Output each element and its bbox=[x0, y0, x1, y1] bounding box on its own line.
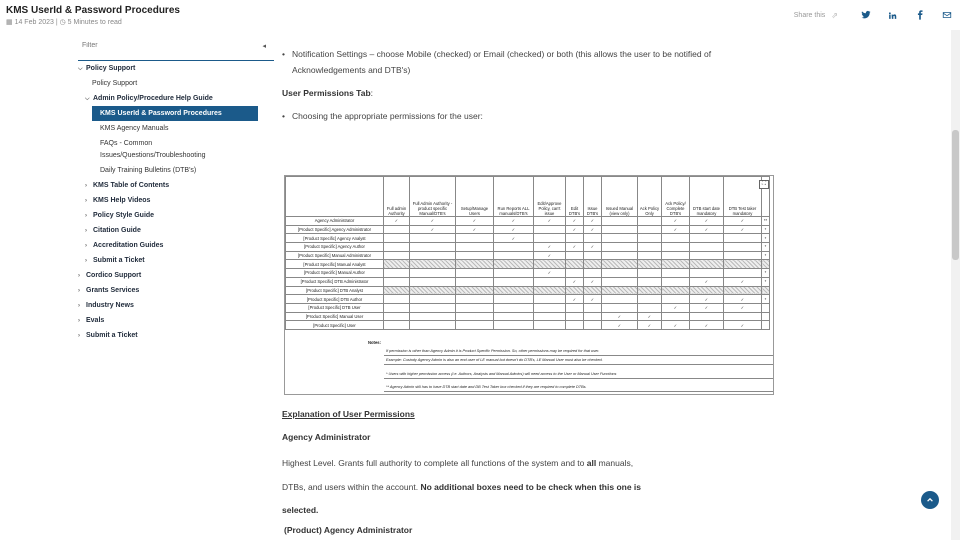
table-cell bbox=[724, 234, 762, 243]
agency-admin-description: Highest Level. Grants full authority to complete all functions of the system and to all manuals, DTBs, and users within the account. No additional boxes need to be check when this one is selected. bbox=[282, 458, 642, 515]
collapse-sidebar-icon[interactable]: ◂ bbox=[262, 43, 266, 50]
permissions-table bbox=[285, 176, 770, 330]
table-cell bbox=[384, 251, 410, 260]
table-cell bbox=[638, 277, 662, 286]
chevron-up-icon bbox=[926, 496, 934, 504]
check-mark-cell: ✓ bbox=[534, 251, 566, 260]
check-mark-cell: ✓ bbox=[584, 295, 602, 304]
table-row bbox=[286, 295, 770, 304]
table-cell bbox=[724, 243, 762, 252]
table-cell bbox=[494, 260, 534, 269]
chevron-down-icon: ⌵ bbox=[85, 96, 90, 102]
table-row-mark bbox=[762, 286, 770, 295]
table-cell bbox=[410, 321, 456, 330]
table-cell bbox=[584, 260, 602, 269]
check-mark-cell: ✓ bbox=[494, 225, 534, 234]
share-bar bbox=[794, 8, 960, 22]
table-row-label: [Product Specific] Manual Administrator bbox=[286, 251, 384, 260]
table-row bbox=[286, 234, 770, 243]
check-mark-cell: ✓ bbox=[662, 321, 690, 330]
check-mark-cell: ✓ bbox=[566, 243, 584, 252]
read-time: 5 Minutes to read bbox=[67, 19, 122, 26]
table-row bbox=[286, 312, 770, 321]
table-cell bbox=[602, 303, 638, 312]
table-cell bbox=[602, 295, 638, 304]
table-cell bbox=[584, 251, 602, 260]
table-row bbox=[286, 260, 770, 269]
table-cell bbox=[602, 217, 638, 226]
table-cell bbox=[456, 277, 494, 286]
check-mark-cell: ✓ bbox=[566, 217, 584, 226]
note-line-4: ** Agency Admin still has to have DTB start date and DB Test Taker box checked if they are required to complete DTBs. bbox=[384, 383, 773, 392]
notification-settings-bullet: • Notification Settings – choose Mobile (checked) or Email (checked) or both (this allows the user to be notified of Acknowledgements and DTB's) bbox=[292, 47, 792, 78]
chevron-right-icon: › bbox=[85, 228, 87, 234]
table-row-label: [Product Specific] Manual User bbox=[286, 312, 384, 321]
table-cell bbox=[584, 234, 602, 243]
table-cell bbox=[410, 286, 456, 295]
chevron-right-icon: › bbox=[85, 243, 87, 249]
table-row-mark bbox=[762, 312, 770, 321]
sidebar-item-help-videos[interactable]: › KMS Help Videos bbox=[85, 197, 151, 204]
table-cell bbox=[566, 269, 584, 278]
table-cell bbox=[662, 243, 690, 252]
table-cell bbox=[662, 277, 690, 286]
table-column-header: Issued Manual (view only) bbox=[602, 177, 638, 217]
check-mark-cell: ✓ bbox=[566, 225, 584, 234]
article-content bbox=[282, 30, 950, 540]
check-mark-cell: ✓ bbox=[384, 217, 410, 226]
sidebar-item-faqs-line2[interactable]: Issues/Questions/Troubleshooting bbox=[100, 152, 206, 159]
table-cell bbox=[384, 295, 410, 304]
table-row-label: [Product Specific] Manual Author bbox=[286, 269, 384, 278]
table-cell bbox=[602, 260, 638, 269]
sidebar bbox=[0, 30, 276, 540]
table-row-mark bbox=[762, 303, 770, 312]
table-cell bbox=[638, 295, 662, 304]
table-cell bbox=[494, 277, 534, 286]
check-mark-cell: ✓ bbox=[566, 295, 584, 304]
table-cell bbox=[410, 295, 456, 304]
table-cell bbox=[690, 260, 724, 269]
permissions-table-image bbox=[284, 175, 774, 395]
check-mark-cell: ✓ bbox=[602, 321, 638, 330]
table-cell bbox=[602, 277, 638, 286]
email-icon[interactable] bbox=[933, 8, 960, 22]
table-cell bbox=[638, 260, 662, 269]
linkedin-icon[interactable] bbox=[879, 8, 906, 22]
table-cell bbox=[534, 286, 566, 295]
table-cell bbox=[410, 312, 456, 321]
check-mark-cell: ✓ bbox=[494, 217, 534, 226]
check-mark-cell: ✓ bbox=[534, 217, 566, 226]
table-cell bbox=[384, 243, 410, 252]
table-cell bbox=[602, 286, 638, 295]
permissions-bullet: • Choosing the appropriate permissions for the user: bbox=[292, 109, 792, 125]
table-row bbox=[286, 277, 770, 286]
table-cell bbox=[534, 225, 566, 234]
table-cell bbox=[494, 251, 534, 260]
table-cell bbox=[384, 260, 410, 269]
scrollbar-thumb[interactable] bbox=[952, 130, 959, 260]
sidebar-item-cordico-support[interactable]: › Cordico Support bbox=[78, 272, 142, 279]
table-cell bbox=[384, 286, 410, 295]
table-row-mark bbox=[762, 260, 770, 269]
table-column-header: DTB Test taker mandatory bbox=[724, 177, 762, 217]
table-cell bbox=[690, 251, 724, 260]
table-cell bbox=[602, 243, 638, 252]
table-cell bbox=[638, 286, 662, 295]
table-row-label: [Product Specific] User bbox=[286, 321, 384, 330]
table-cell bbox=[534, 260, 566, 269]
chevron-right-icon: › bbox=[85, 183, 87, 189]
page-header bbox=[0, 0, 960, 30]
sidebar-item-policy-support-child[interactable]: Policy Support bbox=[92, 80, 138, 87]
table-cell bbox=[534, 295, 566, 304]
check-mark-cell: ✓ bbox=[638, 321, 662, 330]
check-mark-cell: ✓ bbox=[584, 243, 602, 252]
table-cell bbox=[410, 243, 456, 252]
table-cell bbox=[584, 286, 602, 295]
table-cell bbox=[456, 260, 494, 269]
table-row-label: [Product Specific] Agency Analyst bbox=[286, 234, 384, 243]
check-mark-cell: ✓ bbox=[662, 303, 690, 312]
table-row-label: [Product Specific] DTB Author bbox=[286, 295, 384, 304]
check-mark-cell: ✓ bbox=[584, 277, 602, 286]
table-row-mark: * bbox=[762, 295, 770, 304]
table-cell bbox=[410, 234, 456, 243]
check-mark-cell: ✓ bbox=[584, 225, 602, 234]
table-cell bbox=[456, 269, 494, 278]
table-row-mark: * bbox=[762, 234, 770, 243]
sidebar-item-submit-ticket[interactable]: › Submit a Ticket bbox=[78, 332, 138, 339]
table-cell bbox=[410, 251, 456, 260]
clock-icon: ◷ bbox=[59, 19, 66, 26]
table-cell bbox=[602, 234, 638, 243]
expand-image-icon[interactable]: ⛶ bbox=[759, 180, 769, 189]
table-row-mark: * bbox=[762, 269, 770, 278]
table-cell bbox=[456, 295, 494, 304]
table-row-mark: * bbox=[762, 277, 770, 286]
check-mark-cell: ✓ bbox=[724, 303, 762, 312]
table-cell bbox=[690, 269, 724, 278]
table-cell bbox=[724, 286, 762, 295]
check-mark-cell: ✓ bbox=[690, 295, 724, 304]
table-cell bbox=[690, 286, 724, 295]
check-mark-cell: ✓ bbox=[494, 234, 534, 243]
note-line-3: * Users with higher permission access (i.e. Authors, Analysts and Manual Admins) will need access to the User or Manual User Functions bbox=[384, 370, 773, 379]
article-date: 14 Feb 2023 bbox=[14, 19, 54, 26]
sidebar-item-grants-services[interactable]: › Grants Services bbox=[78, 287, 140, 294]
table-cell bbox=[456, 321, 494, 330]
chevron-right-icon: › bbox=[78, 303, 80, 309]
table-cell bbox=[384, 225, 410, 234]
table-cell bbox=[384, 269, 410, 278]
explanation-heading[interactable]: Explanation of User Permissions bbox=[282, 409, 415, 419]
table-column-header: Setup/Manage Users bbox=[456, 177, 494, 217]
sidebar-item-submit-ticket-child[interactable]: › Submit a Ticket bbox=[85, 257, 145, 264]
sidebar-item-admin-help-guide[interactable]: ⌵ Admin Policy/Procedure Help Guide bbox=[85, 95, 213, 102]
sidebar-item-evals[interactable]: › Evals bbox=[78, 317, 105, 324]
check-mark-cell: ✓ bbox=[724, 277, 762, 286]
sidebar-item-citation-guide[interactable]: › Citation Guide bbox=[85, 227, 141, 234]
sidebar-item-agency-manuals[interactable]: KMS Agency Manuals bbox=[100, 125, 169, 132]
table-cell bbox=[534, 234, 566, 243]
check-mark-cell: ✓ bbox=[724, 321, 762, 330]
check-mark-cell: ✓ bbox=[456, 225, 494, 234]
back-to-top-button[interactable] bbox=[921, 491, 939, 509]
table-row-label: Agency Administrator bbox=[286, 217, 384, 226]
table-column-header: Issue DTB's bbox=[584, 177, 602, 217]
page-scrollbar[interactable] bbox=[951, 30, 960, 540]
table-cell bbox=[456, 303, 494, 312]
table-cell bbox=[690, 243, 724, 252]
table-cell bbox=[724, 251, 762, 260]
table-cell bbox=[456, 234, 494, 243]
chevron-right-icon: › bbox=[78, 318, 80, 324]
table-cell bbox=[534, 303, 566, 312]
table-column-header: Edit/Approve Policy, can't issue bbox=[534, 177, 566, 217]
table-row bbox=[286, 269, 770, 278]
check-mark-cell: ✓ bbox=[584, 217, 602, 226]
table-cell bbox=[638, 225, 662, 234]
table-cell bbox=[534, 277, 566, 286]
check-mark-cell: ✓ bbox=[724, 217, 762, 226]
check-mark-cell: ✓ bbox=[602, 312, 638, 321]
table-cell bbox=[638, 243, 662, 252]
check-mark-cell: ✓ bbox=[534, 243, 566, 252]
check-mark-cell: ✓ bbox=[690, 303, 724, 312]
sidebar-filter bbox=[78, 34, 274, 61]
table-column-header: Full Admin Authority - product specific Manual/DTB's bbox=[410, 177, 456, 217]
table-column-header: Ack Policy/ Complete DTB's bbox=[662, 177, 690, 217]
table-row-mark: * bbox=[762, 251, 770, 260]
table-cell bbox=[566, 260, 584, 269]
table-cell bbox=[566, 303, 584, 312]
table-row-label: [Product Specific] Manual Analyst bbox=[286, 260, 384, 269]
table-row-label: [Product Specific] DTB Analyst bbox=[286, 286, 384, 295]
check-mark-cell: ✓ bbox=[638, 312, 662, 321]
table-cell bbox=[384, 312, 410, 321]
twitter-icon[interactable] bbox=[852, 8, 879, 22]
check-mark-cell: ✓ bbox=[456, 217, 494, 226]
table-column-header: DTB start date mandatory bbox=[690, 177, 724, 217]
table-cell bbox=[724, 260, 762, 269]
table-cell bbox=[584, 269, 602, 278]
table-row bbox=[286, 217, 770, 226]
check-mark-cell: ✓ bbox=[566, 277, 584, 286]
table-column-header: Edit DTB's bbox=[566, 177, 584, 217]
table-cell bbox=[494, 243, 534, 252]
table-row-mark: ** bbox=[762, 217, 770, 226]
table-cell bbox=[638, 251, 662, 260]
table-cell bbox=[724, 269, 762, 278]
table-cell bbox=[602, 269, 638, 278]
table-row-mark: * bbox=[762, 243, 770, 252]
table-cell bbox=[638, 234, 662, 243]
table-cell bbox=[456, 286, 494, 295]
table-row bbox=[286, 321, 770, 330]
table-cell bbox=[410, 260, 456, 269]
table-cell bbox=[566, 234, 584, 243]
table-cell bbox=[638, 217, 662, 226]
table-cell bbox=[566, 321, 584, 330]
table-cell bbox=[662, 312, 690, 321]
table-cell bbox=[384, 234, 410, 243]
table-cell bbox=[602, 225, 638, 234]
sidebar-item-style-guide[interactable]: › Policy Style Guide bbox=[85, 212, 155, 219]
check-mark-cell: ✓ bbox=[410, 225, 456, 234]
notes-label: Notes: bbox=[367, 340, 381, 345]
product-admin-heading: (Product) Agency Administrator bbox=[284, 525, 413, 535]
table-row-label: [Product Specific] DTB User bbox=[286, 303, 384, 312]
chevron-right-icon: › bbox=[78, 288, 80, 294]
chevron-right-icon: › bbox=[85, 213, 87, 219]
table-column-header: Run Reports ALL manuals/DTB's bbox=[494, 177, 534, 217]
table-row bbox=[286, 243, 770, 252]
user-permissions-tab-heading: User Permissions Tab: bbox=[282, 88, 374, 98]
table-cell bbox=[566, 286, 584, 295]
sidebar-item-accreditation-guides[interactable]: › Accreditation Guides bbox=[85, 242, 164, 249]
table-cell bbox=[494, 312, 534, 321]
table-cell bbox=[584, 321, 602, 330]
table-cell bbox=[662, 260, 690, 269]
table-row bbox=[286, 303, 770, 312]
table-cell bbox=[566, 312, 584, 321]
chevron-down-icon: ⌵ bbox=[78, 66, 83, 72]
table-cell bbox=[410, 269, 456, 278]
table-cell bbox=[662, 251, 690, 260]
check-mark-cell: ✓ bbox=[724, 295, 762, 304]
table-cell bbox=[690, 312, 724, 321]
table-cell bbox=[584, 303, 602, 312]
table-row-label: [Product Specific] Agency Author bbox=[286, 243, 384, 252]
table-cell bbox=[662, 269, 690, 278]
table-cell bbox=[602, 251, 638, 260]
table-cell bbox=[456, 251, 494, 260]
table-column-header: Full admin Authority bbox=[384, 177, 410, 217]
filter-input[interactable] bbox=[82, 42, 232, 49]
table-column-header: Ack Policy Only bbox=[638, 177, 662, 217]
check-mark-cell: ✓ bbox=[410, 217, 456, 226]
note-line-1: If permission is other than Agency Admin it is Product Specific Permission. So, other permissions may be required for that user. bbox=[384, 347, 773, 356]
check-mark-cell: ✓ bbox=[690, 277, 724, 286]
table-cell bbox=[638, 269, 662, 278]
calendar-icon: ▦ bbox=[6, 19, 13, 26]
table-cell bbox=[662, 286, 690, 295]
table-cell bbox=[410, 277, 456, 286]
table-cell bbox=[384, 303, 410, 312]
table-row-label: [Product Specific] DTB Administrator bbox=[286, 277, 384, 286]
table-row-mark: * bbox=[762, 225, 770, 234]
table-cell bbox=[584, 312, 602, 321]
check-mark-cell: ✓ bbox=[662, 225, 690, 234]
chevron-right-icon: › bbox=[85, 198, 87, 204]
chevron-right-icon: › bbox=[85, 258, 87, 264]
table-cell bbox=[662, 234, 690, 243]
sidebar-item-dtbs[interactable]: Daily Training Bulletins (DTB's) bbox=[100, 167, 197, 174]
table-cell bbox=[534, 321, 566, 330]
table-row bbox=[286, 286, 770, 295]
check-mark-cell: ✓ bbox=[534, 269, 566, 278]
table-corner-cell bbox=[286, 177, 384, 217]
meta-divider: | bbox=[55, 19, 60, 26]
sidebar-item-kms-userid[interactable]: KMS UserId & Password Procedures bbox=[92, 106, 258, 121]
sidebar-item-faqs[interactable]: FAQs - Common bbox=[100, 140, 153, 147]
facebook-icon[interactable] bbox=[906, 8, 933, 22]
page-title: KMS UserId & Password Procedures bbox=[6, 5, 180, 16]
table-cell bbox=[456, 243, 494, 252]
article-meta bbox=[6, 18, 122, 26]
check-mark-cell: ✓ bbox=[662, 217, 690, 226]
sidebar-item-industry-news[interactable]: › Industry News bbox=[78, 302, 134, 309]
table-cell bbox=[494, 321, 534, 330]
chevron-right-icon: › bbox=[78, 333, 80, 339]
check-mark-cell: ✓ bbox=[690, 225, 724, 234]
table-cell bbox=[534, 312, 566, 321]
table-cell bbox=[724, 312, 762, 321]
table-row bbox=[286, 251, 770, 260]
check-mark-cell: ✓ bbox=[690, 217, 724, 226]
table-cell bbox=[566, 251, 584, 260]
sidebar-item-policy-support[interactable]: ⌵ Policy Support bbox=[78, 65, 136, 72]
check-mark-cell: ✓ bbox=[690, 321, 724, 330]
agency-admin-heading: Agency Administrator bbox=[282, 432, 371, 442]
table-row bbox=[286, 225, 770, 234]
table-cell bbox=[494, 286, 534, 295]
note-line-2: Example: Custody Agency Admin is also an end user of LE manual but doesn't do DTB's, LE Manual User must also be checked. bbox=[384, 356, 773, 365]
table-cell bbox=[384, 321, 410, 330]
table-row-mark bbox=[762, 321, 770, 330]
table-cell bbox=[384, 277, 410, 286]
check-mark-cell: ✓ bbox=[724, 225, 762, 234]
table-cell bbox=[494, 303, 534, 312]
share-icon: ⇗ bbox=[831, 10, 838, 20]
table-cell bbox=[494, 295, 534, 304]
table-cell bbox=[638, 303, 662, 312]
table-cell bbox=[456, 312, 494, 321]
table-cell bbox=[662, 295, 690, 304]
table-row-label: [Product Specific] Agency Administrator bbox=[286, 225, 384, 234]
chevron-right-icon: › bbox=[78, 273, 80, 279]
table-cell bbox=[494, 269, 534, 278]
sidebar-item-table-of-contents[interactable]: › KMS Table of Contents bbox=[85, 182, 170, 189]
share-label: Share this bbox=[793, 11, 826, 19]
table-cell bbox=[410, 303, 456, 312]
table-cell bbox=[690, 234, 724, 243]
